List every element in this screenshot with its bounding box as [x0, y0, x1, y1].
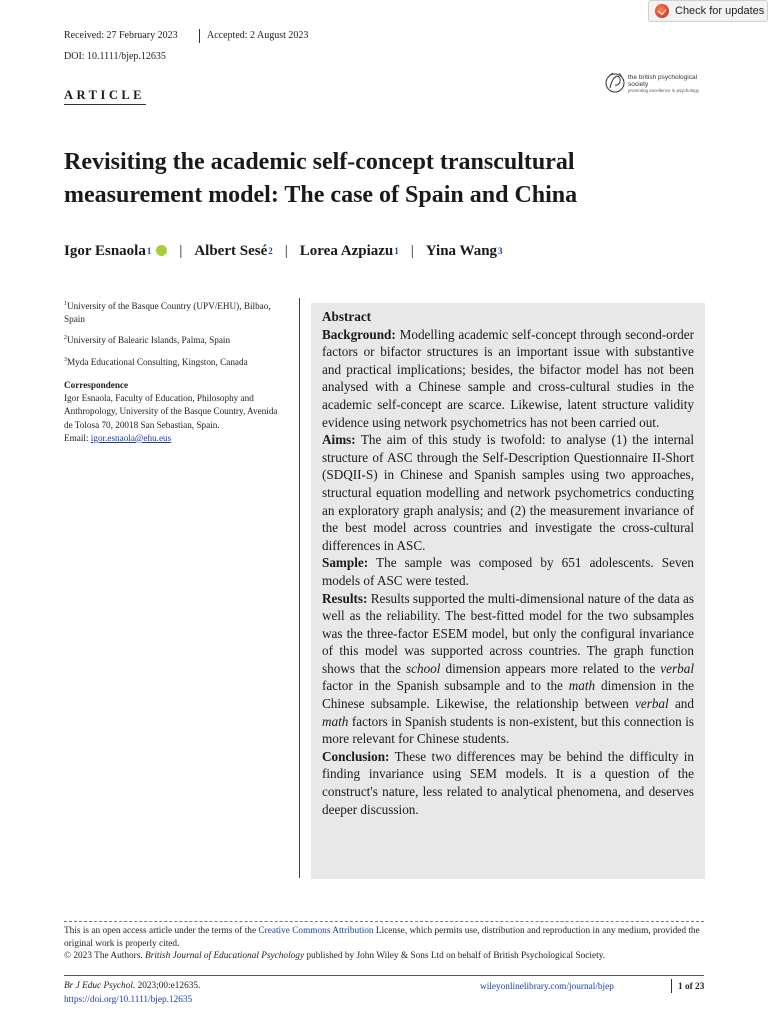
sample-label: Sample:: [322, 555, 369, 571]
affiliation-text: University of the Basque Country (UPV/EHU), Bilbao, Spain: [64, 301, 271, 325]
affiliation-item: [64, 354, 286, 369]
copyright-journal: British Journal of Educational Psychology: [145, 951, 305, 961]
affiliation-item: [64, 298, 286, 326]
background-text: Modelling academic self-concept through second-order factors or bifactor structures is an important issue with substantive and practical implications; besides, the bifactor model has not been analysed with a Chinese sample and cross-cultural studies in the academic self-concept are scarce. Likewise, latent structure validity evidence using network psychometrics has not been carried out.: [322, 326, 694, 430]
results-text: and: [674, 696, 694, 712]
check-for-updates-button[interactable]: [648, 0, 768, 22]
wiley-journal-link[interactable]: wileyonlinelibrary.com/journal/bjep: [480, 982, 614, 992]
article-title: Revisiting the academic self-concept transcultural measurement model: The case of Spain and China: [64, 149, 578, 208]
abstract-conclusion: [322, 748, 694, 818]
email-link[interactable]: igor.esnaola@ehu.eus: [90, 432, 172, 443]
header-divider: [199, 29, 200, 43]
author-affiliation-marker[interactable]: 1: [146, 246, 152, 256]
results-text: dimension appears more related to the: [445, 660, 656, 676]
page-number: 1 of 23: [678, 982, 705, 992]
results-label: Results:: [322, 590, 368, 606]
aims-text: The aim of this study is twofold: to analyse (1) the internal structure of ASC through the Self-Description Questionnaire II-Short (SDQII-S) in Chinese and Spanish samples using two approaches, structural equation modelling and network psychometrics conducting an exploratory graph analysis; and (2) the measurement invariance of the best model across countries and investigate the cross-cultural differences in ASC.: [322, 432, 694, 553]
affiliation-text: Myda Educational Consulting, Kingston, Canada: [67, 356, 248, 367]
bps-logo: [604, 68, 714, 102]
article-type-underline: [64, 104, 146, 105]
license-text: License, which permits use, distribution and reproduction in any medium, provided the original work is properly cited.: [64, 926, 700, 949]
author-separator: |: [410, 243, 414, 259]
license-link[interactable]: Creative Commons Attribution: [258, 926, 374, 936]
results-text: dimension in the Chinese subsample. Likewise, the relationship between: [322, 678, 695, 712]
bps-logo-mark-icon: [604, 68, 626, 98]
author-name[interactable]: Yina Wang: [425, 243, 498, 259]
footer-divider: [671, 979, 672, 993]
copyright-text: © 2023 The Authors.: [64, 951, 143, 961]
license-text: This is an open access article under the terms of the: [64, 926, 257, 936]
email-label: Email:: [64, 432, 89, 443]
author-affiliation-marker[interactable]: 3: [498, 246, 503, 256]
abstract-aims: [322, 431, 694, 554]
article-type: ARTICLE: [64, 88, 146, 102]
results-text: factors in Spanish students is non-existent, but this connection is more relevant for Chinese students.: [322, 713, 695, 747]
affiliation-number: 3: [64, 356, 67, 363]
background-label: Background:: [322, 326, 396, 342]
crossmark-icon: [655, 4, 669, 18]
affiliation-number: 1: [64, 301, 67, 307]
journal-citation: [64, 981, 200, 991]
abstract-box: [311, 303, 705, 879]
author-affiliation-marker[interactable]: 2: [268, 246, 273, 256]
author-list: [64, 243, 503, 260]
received-date: Received: 27 February 2023: [64, 30, 178, 41]
doi-label: DOI: 10.1111/bjep.12635: [64, 51, 166, 62]
author-name[interactable]: Igor Esnaola: [64, 243, 146, 259]
copyright-note: [64, 951, 704, 961]
correspondence-address: Igor Esnaola, Faculty of Education, Philosophy and Anthropology, University of the Basque Country, Avenida de Tolosa 70, 20018 San Sebastian, Spain.: [64, 393, 278, 430]
affiliations-column: [64, 298, 286, 445]
abstract-sample: [322, 554, 694, 589]
copyright-text: published by John Wiley & Sons Ltd on behalf of British Psychological Society.: [306, 951, 606, 961]
results-text: Results supported the multi-dimensional nature of the data as well as the reliability. The best-fitted model for the two subsamples was the three-factor ESEM model, but only the configural invariance of this model was supported across countries. The graph function shows that the: [322, 590, 694, 676]
affiliation-text: University of Balearic Islands, Palma, Spain: [67, 335, 231, 346]
column-divider: [299, 298, 300, 878]
abstract-heading: Abstract: [322, 309, 372, 324]
journal-abbrev: Br J Educ Psychol.: [64, 981, 136, 991]
results-emphasis: math: [322, 713, 349, 729]
orcid-icon[interactable]: [156, 245, 167, 256]
results-emphasis: verbal: [660, 660, 694, 676]
conclusion-text: These two differences may be behind the difficulty in finding invariance using SEM models. It is a question of the construct's nature, less related to analytical phenomena, and deserves deeper discussion.: [322, 748, 694, 817]
results-emphasis: verbal: [634, 696, 669, 712]
doi-link[interactable]: https://doi.org/10.1111/bjep.12635: [64, 995, 193, 1005]
footer-rule: [64, 975, 704, 976]
sample-text: The sample was composed by 651 adolescents. Seven models of ASC were tested.: [322, 555, 694, 588]
affiliation-number: 2: [64, 335, 67, 342]
accepted-date: Accepted: 2 August 2023: [207, 30, 309, 41]
author-separator: |: [284, 243, 288, 259]
author-name[interactable]: Lorea Azpiazu: [299, 243, 394, 259]
aims-label: Aims:: [322, 432, 356, 448]
author-affiliation-marker[interactable]: 1: [394, 246, 399, 256]
author-name[interactable]: Albert Sesé: [194, 243, 268, 259]
author-separator: |: [179, 243, 183, 259]
abstract-background: [322, 326, 694, 432]
conclusion-label: Conclusion:: [322, 748, 390, 764]
results-emphasis: math: [568, 678, 596, 694]
results-emphasis: school: [406, 660, 441, 676]
correspondence-heading: Correspondence: [64, 380, 129, 390]
affiliation-item: [64, 332, 286, 347]
journal-ref: 2023;00:e12635.: [137, 981, 201, 991]
results-text: factor in the Spanish subsample and to the: [322, 678, 563, 694]
license-note: [64, 925, 704, 950]
check-for-updates-label: Check for updates: [675, 5, 765, 17]
abstract-results: [322, 590, 694, 748]
footnote-divider: [64, 921, 704, 922]
bps-logo-name: the british psychological society: [628, 74, 698, 88]
correspondence-email-line: [64, 432, 286, 445]
bps-logo-tagline: promoting excellence in psychology: [628, 88, 700, 93]
